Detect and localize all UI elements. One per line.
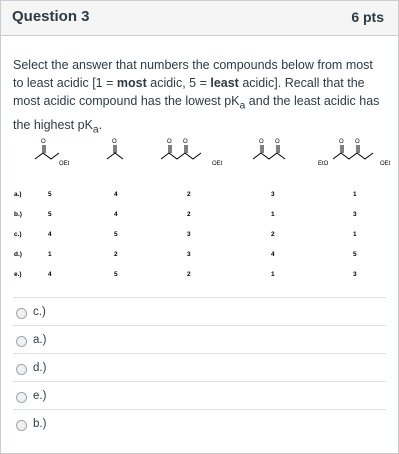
structure-labels [41, 139, 391, 167]
chemical-structures [35, 145, 373, 159]
rank-value: 2 [187, 191, 191, 198]
atom-label: O [339, 139, 344, 145]
answer-option-a[interactable] [15, 331, 385, 355]
rank-value: 1 [353, 191, 357, 198]
radio-button[interactable] [16, 336, 27, 347]
row-label: e.) [14, 271, 22, 278]
compound-3-structure [161, 145, 201, 159]
prompt-text-4: and the least acidic has the highest pK [13, 94, 380, 132]
row-label: a.) [14, 191, 22, 198]
prompt-text-3: acidic]. Recall that the most acidic compound has the lowest pK [13, 76, 365, 108]
prompt-subscript-1: a [239, 100, 246, 112]
rank-value: 5 [114, 271, 118, 278]
compound-4-structure [253, 145, 285, 159]
atom-label: O [183, 139, 188, 145]
atom-label: O [259, 139, 264, 145]
answer-table-row-c [14, 231, 357, 238]
atom-label: O [167, 139, 172, 145]
option-divider [13, 325, 386, 326]
option-divider [13, 381, 386, 382]
answer-option-d[interactable] [15, 359, 385, 383]
rank-value: 4 [48, 231, 52, 238]
rank-value: 5 [48, 211, 52, 218]
answer-option-label: e.) [33, 390, 47, 402]
answer-option-label: d.) [33, 362, 47, 374]
atom-label: O [355, 139, 360, 145]
prompt-text-5: . [98, 117, 103, 132]
answer-option-label: b.) [33, 418, 47, 430]
rank-value: 3 [187, 231, 191, 238]
question-figure [1, 129, 398, 289]
radio-button[interactable] [16, 364, 27, 375]
rank-value: 2 [187, 271, 191, 278]
rank-value: 5 [48, 191, 52, 198]
rank-value: 5 [114, 231, 118, 238]
rank-value: 1 [271, 271, 275, 278]
radio-button[interactable] [16, 308, 27, 319]
answer-table-row-a [14, 191, 357, 198]
compound-2-structure [107, 145, 123, 159]
atom-label: OEt [380, 161, 391, 167]
rank-value: 4 [114, 211, 118, 218]
atom-label: EtO [318, 161, 329, 167]
prompt-bold-most: most [116, 76, 147, 90]
rank-value: 3 [187, 251, 191, 258]
radio-button[interactable] [16, 420, 27, 431]
row-label: b.) [14, 211, 22, 218]
answer-option-c[interactable] [15, 303, 385, 327]
atom-label: O [275, 139, 280, 145]
rank-value: 4 [48, 271, 52, 278]
answer-table-row-b [14, 211, 357, 218]
question-prompt [13, 56, 385, 139]
answer-option-label: a.) [33, 334, 47, 346]
row-label: c.) [14, 231, 22, 238]
answer-table-row-d [14, 251, 357, 258]
rank-value: 2 [114, 251, 118, 258]
atom-label: OEt [212, 161, 223, 167]
row-label: d.) [14, 251, 22, 258]
option-divider [13, 353, 386, 354]
answer-option-e[interactable] [15, 387, 385, 411]
rank-value: 3 [353, 211, 357, 218]
answer-option-b[interactable] [15, 415, 385, 439]
rank-value: 2 [271, 231, 275, 238]
rank-value: 1 [48, 251, 52, 258]
rank-value: 2 [187, 211, 191, 218]
atom-label: OEt [59, 161, 70, 167]
question-points: 6 pts [351, 9, 384, 25]
compounds-and-table [1, 129, 398, 289]
compound-5-structure [333, 145, 373, 159]
radio-button[interactable] [16, 392, 27, 403]
question-title: Question 3 [12, 8, 90, 25]
rank-value: 1 [271, 211, 275, 218]
answer-table [14, 191, 357, 278]
compound-1-structure [35, 145, 59, 159]
prompt-text-1: Select the answer that numbers the compounds below from most to least acidic [1 = [13, 58, 373, 90]
rank-value: 5 [353, 251, 357, 258]
prompt-bold-least: least [210, 76, 239, 90]
prompt-text-2: acidic, 5 = [146, 76, 211, 90]
answer-option-label: c.) [33, 306, 46, 318]
atom-label: O [112, 139, 117, 145]
rank-value: 3 [353, 271, 357, 278]
atom-label: O [41, 139, 46, 145]
prompt-subscript-2: a [92, 124, 99, 135]
rank-value: 3 [271, 191, 275, 198]
rank-value: 1 [353, 231, 357, 238]
rank-value: 4 [271, 251, 275, 258]
option-divider [13, 297, 386, 298]
answer-table-row-e [14, 271, 357, 278]
option-divider [13, 409, 386, 410]
question-header [1, 1, 398, 36]
rank-value: 4 [114, 191, 118, 198]
